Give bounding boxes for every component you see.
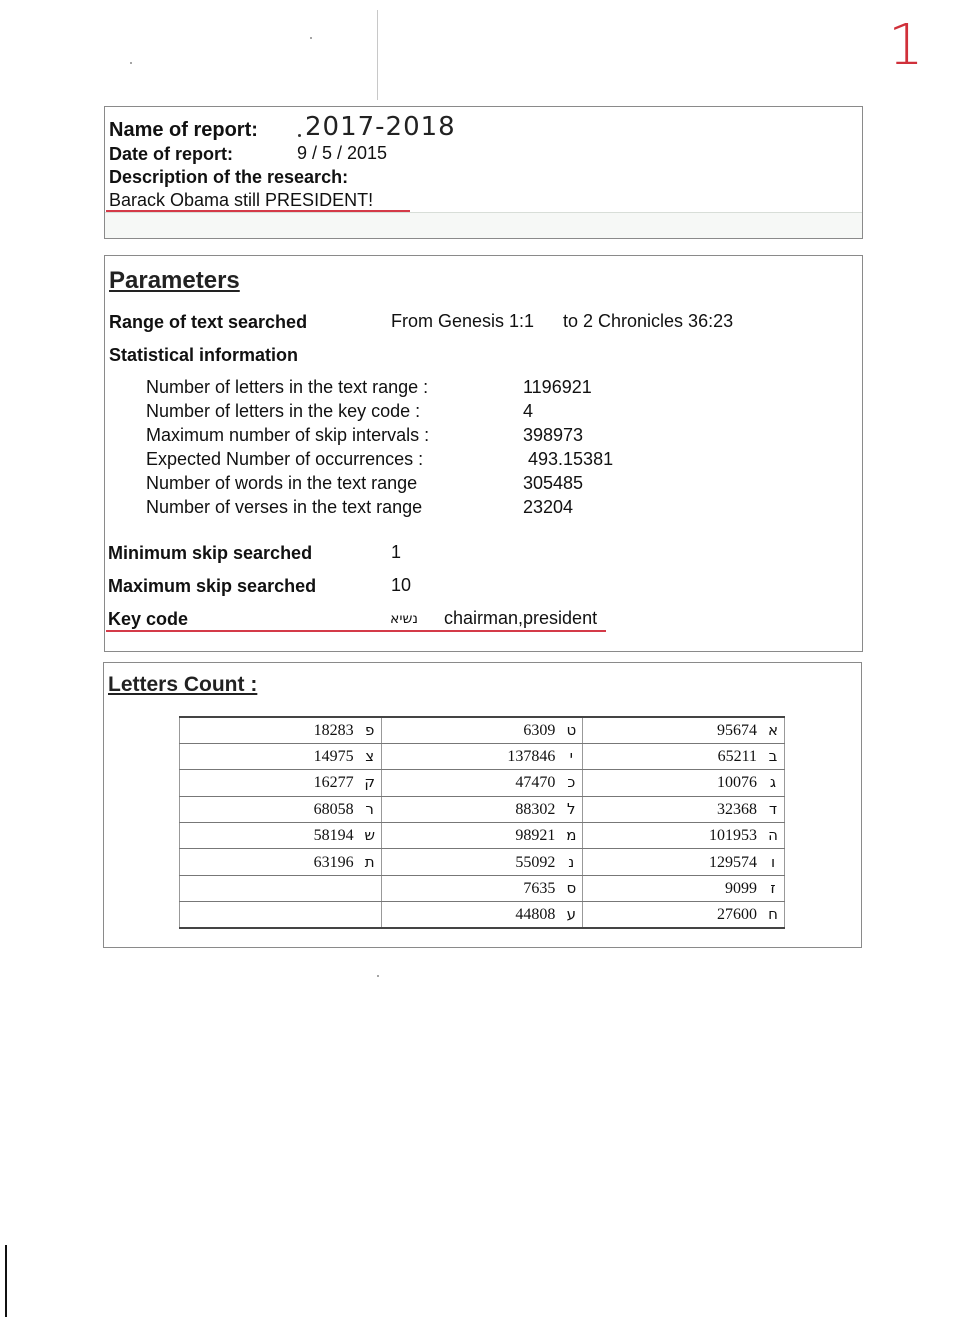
hebrew-letter: ר bbox=[365, 799, 374, 818]
table-row bbox=[180, 849, 785, 875]
letter-cell bbox=[583, 849, 785, 875]
hebrew-letter: ב bbox=[768, 747, 778, 766]
letter-cell bbox=[180, 875, 382, 901]
letter-count: 68058 bbox=[313, 800, 354, 818]
stat-expected-occurrences-label: Expected Number of occurrences : bbox=[146, 449, 424, 469]
letter-count: 129574 bbox=[709, 853, 757, 871]
letter-count: 44808 bbox=[515, 906, 556, 924]
report-date-value: 9 / 5 / 2015 bbox=[297, 143, 388, 163]
max-skip-label: Maximum skip searched bbox=[108, 576, 317, 596]
hebrew-letter: א bbox=[767, 720, 779, 739]
range-label: Range of text searched bbox=[109, 312, 308, 332]
table-row bbox=[180, 770, 785, 796]
letter-count: 58194 bbox=[313, 827, 354, 845]
letter-cell bbox=[180, 902, 382, 928]
letter-cell bbox=[180, 796, 382, 822]
letter-count: 6309 bbox=[523, 721, 556, 739]
table-row bbox=[180, 823, 785, 849]
letter-count: 95674 bbox=[717, 721, 757, 739]
report-name-label: Name of report: bbox=[109, 119, 258, 141]
range-to: to 2 Chronicles 36:23 bbox=[563, 311, 734, 331]
letter-count: 137846 bbox=[507, 748, 556, 766]
hebrew-letter: נ bbox=[568, 852, 575, 871]
hebrew-letter: ס bbox=[566, 879, 577, 898]
hebrew-letter: פ bbox=[364, 720, 375, 739]
hebrew-letter: כ bbox=[567, 773, 576, 792]
letter-cell bbox=[381, 902, 583, 928]
stat-letters-in-range-value: 1196921 bbox=[523, 377, 592, 397]
letter-count: 18283 bbox=[313, 721, 354, 739]
letter-cell bbox=[381, 770, 583, 796]
letter-count: 16277 bbox=[313, 774, 354, 792]
letter-cell bbox=[180, 849, 382, 875]
stat-verses-value: 23204 bbox=[523, 497, 574, 517]
letter-cell bbox=[381, 849, 583, 875]
key-code-hebrew: נשיא bbox=[390, 611, 419, 627]
letter-cell bbox=[381, 796, 583, 822]
hebrew-letter: צ bbox=[365, 747, 375, 766]
letter-cell bbox=[583, 717, 785, 743]
table-row bbox=[180, 902, 785, 928]
statistical-info-label: Statistical information bbox=[109, 345, 299, 365]
letter-count: 55092 bbox=[515, 853, 556, 871]
letter-count: 32368 bbox=[717, 800, 757, 818]
letter-count: 88302 bbox=[515, 800, 556, 818]
stat-letters-in-key-value: 4 bbox=[523, 401, 534, 421]
stat-verses-label: Number of verses in the text range bbox=[146, 497, 423, 517]
letter-cell bbox=[180, 743, 382, 769]
hebrew-letter: ל bbox=[567, 799, 576, 818]
parameters-title: Parameters bbox=[109, 267, 240, 294]
table-row bbox=[180, 796, 785, 822]
letters-count-table bbox=[179, 716, 785, 929]
letter-count: 101953 bbox=[709, 827, 757, 845]
min-skip-label: Minimum skip searched bbox=[108, 543, 313, 563]
letter-cell bbox=[180, 823, 382, 849]
hebrew-letter: ה bbox=[768, 826, 778, 845]
letter-cell bbox=[180, 770, 382, 796]
stat-words-label: Number of words in the text range bbox=[146, 473, 418, 493]
stat-letters-in-key-label: Number of letters in the key code : bbox=[146, 401, 421, 421]
stat-words-value: 305485 bbox=[523, 473, 584, 493]
table-row bbox=[180, 875, 785, 901]
description-red-underline bbox=[106, 210, 410, 212]
page-number: 1 bbox=[888, 13, 924, 78]
letter-cell bbox=[583, 743, 785, 769]
hebrew-letter: ט bbox=[566, 720, 577, 739]
scan-artifact-line bbox=[377, 10, 378, 100]
hebrew-letter: י bbox=[569, 747, 573, 766]
hebrew-letter: ו bbox=[770, 852, 776, 871]
scan-edge-mark bbox=[5, 1245, 7, 1317]
stat-letters-in-range-label: Number of letters in the text range : bbox=[146, 377, 429, 397]
letter-count: 65211 bbox=[717, 748, 757, 766]
scan-speck bbox=[377, 975, 379, 977]
range-from: From Genesis 1:1 bbox=[391, 311, 535, 331]
stat-max-skip-intervals-value: 398973 bbox=[523, 425, 584, 445]
scan-speck bbox=[310, 37, 312, 39]
letter-cell bbox=[583, 796, 785, 822]
letter-count: 9099 bbox=[725, 880, 757, 898]
description-label: Description of the research: bbox=[109, 167, 349, 187]
stat-max-skip-intervals-label: Maximum number of skip intervals : bbox=[146, 425, 430, 445]
hebrew-letter: ג bbox=[769, 773, 777, 792]
letter-cell bbox=[583, 770, 785, 796]
letter-count: 7635 bbox=[523, 880, 556, 898]
letter-cell bbox=[583, 823, 785, 849]
letter-cell bbox=[381, 717, 583, 743]
letter-cell bbox=[381, 743, 583, 769]
letter-count: 10076 bbox=[717, 774, 757, 792]
letter-count: 63196 bbox=[313, 853, 354, 871]
stat-expected-occurrences-value: 493.15381 bbox=[523, 449, 614, 469]
letter-count: 47470 bbox=[515, 774, 556, 792]
letter-cell bbox=[381, 875, 583, 901]
letter-cell bbox=[381, 823, 583, 849]
handwritten-dot bbox=[298, 134, 301, 137]
letter-count: 14975 bbox=[313, 748, 354, 766]
letter-cell bbox=[583, 875, 785, 901]
hebrew-letter: ז bbox=[770, 879, 776, 898]
letters-count-title: Letters Count : bbox=[108, 673, 258, 696]
letter-cell bbox=[180, 717, 382, 743]
hebrew-letter: ח bbox=[768, 905, 778, 924]
hebrew-letter: ש bbox=[364, 826, 375, 845]
hebrew-letter: ק bbox=[364, 773, 375, 792]
key-code-red-underline bbox=[106, 630, 606, 632]
hebrew-letter: ת bbox=[364, 852, 375, 871]
description-value: Barack Obama still PRESIDENT! bbox=[109, 190, 374, 210]
letter-cell bbox=[583, 902, 785, 928]
table-row bbox=[180, 717, 785, 743]
letter-count: 98921 bbox=[515, 827, 556, 845]
letter-count: 27600 bbox=[717, 906, 757, 924]
hebrew-letter: ד bbox=[768, 799, 778, 818]
max-skip-value: 10 bbox=[391, 575, 412, 595]
hebrew-letter: מ bbox=[566, 826, 577, 845]
table-row bbox=[180, 743, 785, 769]
scan-speck bbox=[130, 62, 132, 64]
report-date-label: Date of report: bbox=[109, 144, 234, 164]
key-code-meaning: chairman,president bbox=[444, 608, 598, 628]
min-skip-value: 1 bbox=[391, 542, 402, 562]
hebrew-letter: ע bbox=[566, 905, 576, 924]
report-name-value: 2017-2018 bbox=[305, 112, 456, 142]
key-code-label: Key code bbox=[108, 609, 189, 629]
